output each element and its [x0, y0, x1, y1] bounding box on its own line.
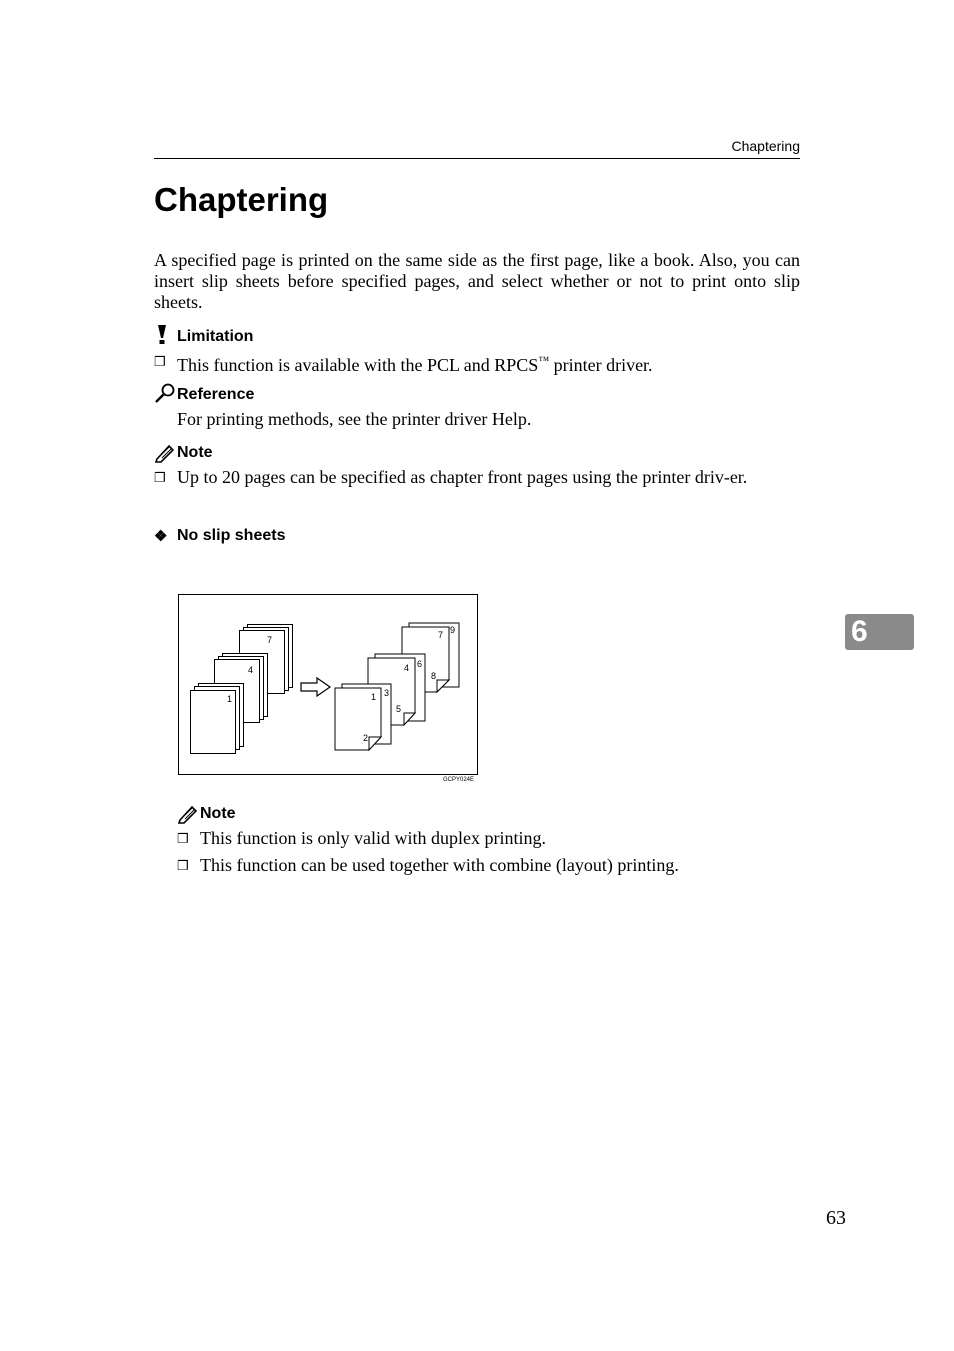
limitation-text-end: printer driver. — [549, 355, 653, 375]
page-label: 3 — [384, 688, 390, 698]
duplex-output-stack — [329, 615, 469, 765]
page-label: 4 — [404, 663, 410, 673]
page-label: 7 — [438, 630, 444, 640]
arrow-right-icon — [300, 677, 332, 697]
page-label: 5 — [396, 704, 402, 714]
limitation-item — [154, 351, 800, 376]
subsection-heading — [154, 527, 285, 545]
page-label: 9 — [450, 625, 456, 635]
page-label: 1 — [226, 694, 232, 704]
note-item — [177, 828, 679, 849]
page-label: 4 — [247, 665, 253, 675]
diamond-bullet-icon: ❖ — [154, 528, 168, 545]
magnifier-icon — [154, 383, 176, 405]
limitation-text-start: This function is available with the PCL and RPCS — [177, 355, 539, 375]
checkbox-bullet-icon: ❒ — [154, 470, 166, 485]
page-label: 2 — [363, 733, 369, 743]
note-item-text: This function is only valid with duplex printing. — [200, 828, 546, 848]
note-heading-2: Note — [200, 805, 236, 822]
note-item — [177, 855, 679, 876]
subsection-title: No slip sheets — [177, 527, 286, 544]
reference-heading: Reference — [177, 386, 255, 403]
page-number: 63 — [826, 1207, 846, 1229]
reference-text: For printing methods, see the printer driver Help. — [177, 409, 532, 429]
running-header: Chaptering — [731, 138, 800, 154]
checkbox-bullet-icon: ❒ — [177, 858, 189, 873]
limitation-section — [154, 323, 800, 376]
page-label: 8 — [431, 671, 437, 681]
checkbox-bullet-icon: ❒ — [177, 831, 189, 846]
trademark-symbol: ™ — [538, 355, 550, 367]
header-rule — [154, 158, 800, 159]
page-label: 1 — [371, 692, 377, 702]
note-section — [154, 443, 800, 488]
pencil-note-icon — [154, 443, 176, 463]
exclamation-icon — [154, 323, 174, 347]
intro-paragraph: A specified page is printed on the same side as the first page, like a book. Also, you can insert slip sheets before specified pages, and select whether or not to print onto slip sheets. — [154, 250, 800, 312]
note-item — [154, 467, 800, 488]
pencil-note-icon — [177, 804, 199, 824]
page-label: 6 — [417, 659, 423, 669]
page-title: Chaptering — [154, 181, 329, 218]
note-item-text: This function can be used together with combine (layout) printing. — [200, 855, 679, 875]
reference-section — [154, 383, 531, 430]
page-label: 7 — [266, 635, 272, 645]
note-heading: Note — [177, 444, 213, 461]
chapter-tab: 6 — [845, 614, 914, 650]
figure-code: GCPY024E — [443, 777, 475, 783]
checkbox-bullet-icon: ❒ — [154, 354, 166, 369]
limitation-heading: Limitation — [177, 328, 254, 345]
note-section-2 — [177, 804, 679, 876]
note-item-text: Up to 20 pages can be specified as chapter front pages using the printer driv-er. — [177, 467, 748, 487]
chaptering-figure — [178, 594, 478, 775]
